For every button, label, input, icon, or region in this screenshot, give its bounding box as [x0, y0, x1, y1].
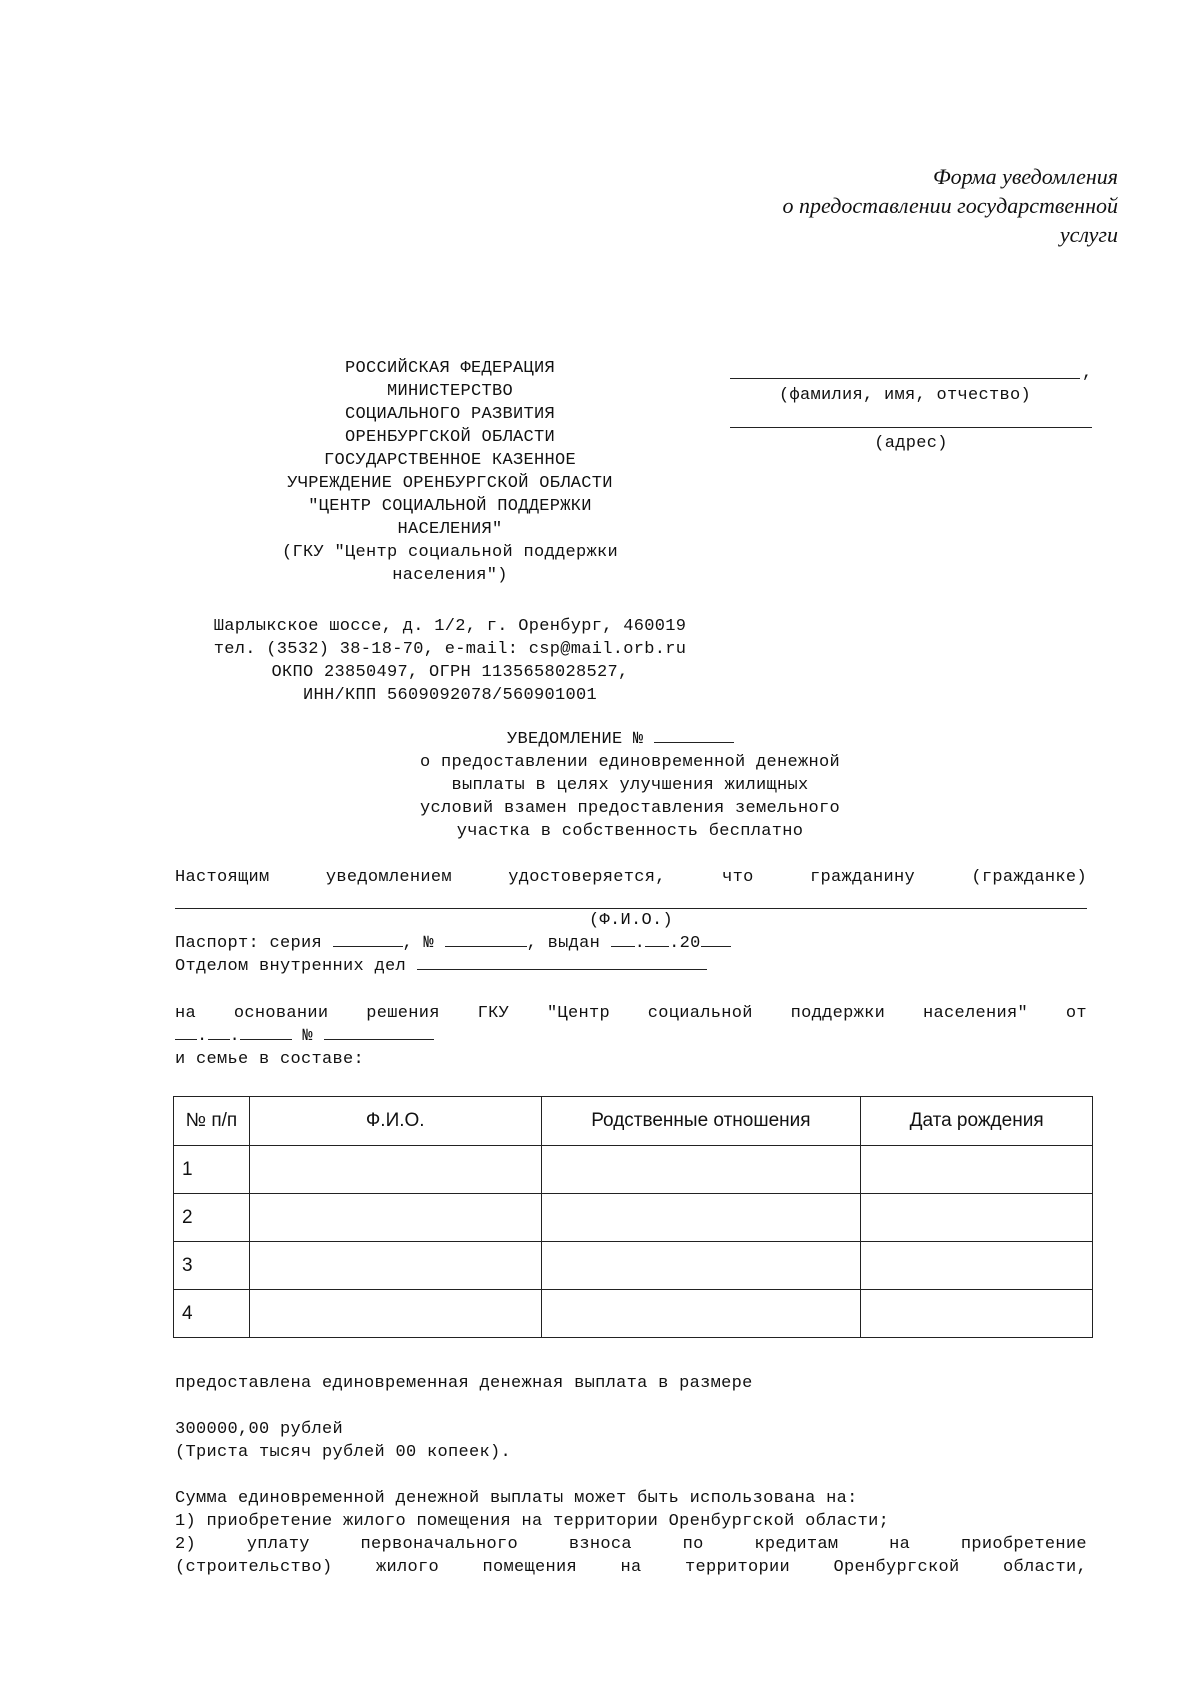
org-line: РОССИЙСКАЯ ФЕДЕРАЦИЯ [344, 359, 556, 378]
basis-word: поддержки [790, 1004, 886, 1023]
basis-date-line [175, 1025, 434, 1048]
usage-word: первоначального [360, 1535, 519, 1554]
form-title-line: услуги [1059, 222, 1118, 247]
notice-subtitle-line: о предоставлении единовременной денежной [419, 753, 841, 772]
cell-birthdate[interactable] [861, 1290, 1093, 1338]
contacts-line: ОКПО 23850497, ОГРН 1135658028527, [271, 663, 629, 682]
basis-word: на [175, 1004, 197, 1023]
dept-field[interactable] [417, 955, 707, 970]
citizen-fio-caption: (Ф.И.О.) [588, 911, 673, 930]
date-year-prefix: .20 [669, 934, 701, 953]
col-header-relation: Родственные отношения [541, 1097, 861, 1146]
basis-word: от [1065, 1004, 1087, 1023]
usage-item-1: 1) приобретение жилого помещения на территории Оренбургской области; [175, 1512, 890, 1531]
certify-word: гражданину [810, 868, 916, 887]
passport-month-field[interactable] [645, 932, 669, 947]
passport-issued-label: , выдан [526, 934, 601, 953]
notice-number-field[interactable] [654, 728, 734, 743]
table-row [174, 1290, 1093, 1338]
usage-item-2-line-1 [175, 1533, 1087, 1556]
payment-line: предоставлена единовременная денежная выплата в размере [175, 1374, 753, 1393]
cell-birthdate[interactable] [861, 1146, 1093, 1194]
notice-number [507, 728, 734, 751]
passport-number-label: , № [402, 934, 435, 953]
usage-word: приобретение [960, 1535, 1087, 1554]
org-line: (ГКУ "Центр социальной поддержки [281, 543, 619, 562]
contacts-line: ИНН/КПП 5609092078/560901001 [302, 686, 598, 705]
basis-day-field[interactable] [175, 1025, 197, 1040]
col-header-fio: Ф.И.О. [249, 1097, 541, 1146]
contacts-line: тел. (3532) 38-18-70, e-mail: csp@mail.orb.ru [213, 640, 687, 659]
row-number: 1 [174, 1146, 250, 1194]
row-number: 2 [174, 1194, 250, 1242]
cell-fio[interactable] [249, 1146, 541, 1194]
usage-word: помещения [482, 1558, 577, 1577]
payment-amount: 300000,00 рублей [175, 1420, 344, 1439]
usage-intro: Сумма единовременной денежной выплаты может быть использована на: [175, 1489, 858, 1508]
family-table [173, 1096, 1093, 1338]
table-row [174, 1146, 1093, 1194]
certify-word: уведомлением [325, 868, 452, 887]
basis-word: социальной [647, 1004, 753, 1023]
form-title [598, 162, 1118, 249]
date-dot: . [634, 934, 646, 953]
usage-word: (строительство) [175, 1558, 333, 1577]
org-line: МИНИСТЕРСТВО [386, 382, 514, 401]
recipient-address-caption: (адрес) [874, 434, 948, 453]
notice-subtitle [330, 751, 930, 843]
usage-word: на [889, 1535, 911, 1554]
cell-fio[interactable] [249, 1242, 541, 1290]
recipient-fio-line[interactable] [730, 378, 1080, 379]
passport-year-field[interactable] [701, 932, 731, 947]
form-title-line: Форма уведомления [932, 164, 1118, 189]
org-line: "ЦЕНТР СОЦИАЛЬНОЙ ПОДДЕРЖКИ [308, 497, 592, 516]
basis-word: "Центр [546, 1004, 610, 1023]
certify-word: что [722, 868, 754, 887]
basis-number-label: № [302, 1027, 314, 1046]
basis-word: населения" [923, 1004, 1029, 1023]
org-line: ОРЕНБУРГСКОЙ ОБЛАСТИ [344, 428, 556, 447]
basis-word: решения [366, 1004, 440, 1023]
usage-word: уплату [246, 1535, 310, 1554]
usage-word: территории [684, 1558, 790, 1577]
date-dot: . [197, 1027, 208, 1046]
certify-word: Настоящим [175, 868, 270, 887]
cell-relation[interactable] [541, 1290, 861, 1338]
recipient-comma: , [1082, 364, 1093, 383]
row-number: 3 [174, 1242, 250, 1290]
basis-number-field[interactable] [324, 1025, 434, 1040]
usage-word: 2) [175, 1535, 197, 1554]
passport-day-field[interactable] [611, 932, 635, 947]
cell-relation[interactable] [541, 1194, 861, 1242]
org-line: населения") [392, 566, 508, 585]
cell-relation[interactable] [541, 1242, 861, 1290]
row-number: 4 [174, 1290, 250, 1338]
cell-relation[interactable] [541, 1146, 861, 1194]
recipient-fio-caption: (фамилия, имя, отчество) [778, 386, 1032, 405]
org-line: ГОСУДАРСТВЕННОЕ КАЗЕННОЕ [323, 451, 577, 470]
org-line: УЧРЕЖДЕНИЕ ОРЕНБУРГСКОЙ ОБЛАСТИ [287, 474, 613, 493]
family-label: и семье в составе: [175, 1050, 365, 1069]
passport-series-label: Паспорт: серия [175, 934, 323, 953]
dept-line [175, 955, 707, 978]
notice-subtitle-line: выплаты в целях улучшения жилищных [451, 776, 809, 795]
basis-word: основании [233, 1004, 329, 1023]
cell-birthdate[interactable] [861, 1194, 1093, 1242]
passport-number-field[interactable] [445, 932, 527, 947]
usage-word: взноса [568, 1535, 632, 1554]
passport-line [175, 932, 731, 955]
basis-word: ГКУ [477, 1004, 510, 1023]
usage-word: кредитам [754, 1535, 839, 1554]
usage-word: области, [1002, 1558, 1087, 1577]
org-line: НАСЕЛЕНИЯ" [397, 520, 503, 539]
col-header-number: № п/п [174, 1097, 250, 1146]
cell-fio[interactable] [249, 1194, 541, 1242]
usage-word: по [682, 1535, 704, 1554]
notice-subtitle-line: условий взамен предоставления земельного [419, 799, 841, 818]
usage-word: на [620, 1558, 642, 1577]
form-title-line: о предоставлении государственной [782, 193, 1118, 218]
table-row [174, 1194, 1093, 1242]
org-line: СОЦИАЛЬНОГО РАЗВИТИЯ [344, 405, 556, 424]
usage-item-2-line-2 [175, 1556, 1087, 1579]
basis-year-field[interactable] [240, 1025, 292, 1040]
recipient-address-line[interactable] [730, 427, 1092, 428]
contacts-line: Шарлыкское шоссе, д. 1/2, г. Оренбург, 460019 [213, 617, 687, 636]
payment-amount-words: (Триста тысяч рублей 00 копеек). [175, 1443, 512, 1462]
cell-fio[interactable] [249, 1290, 541, 1338]
passport-series-field[interactable] [333, 932, 403, 947]
certify-word: удостоверяется, [508, 868, 666, 887]
contacts-block [170, 615, 730, 707]
basis-line [175, 1002, 1087, 1025]
notice-subtitle-line: участка в собственность бесплатно [456, 822, 804, 841]
usage-word: Оренбургской [833, 1558, 960, 1577]
table-header-row [174, 1097, 1093, 1146]
notice-number-label: УВЕДОМЛЕНИЕ № [507, 730, 644, 749]
col-header-birthdate: Дата рождения [861, 1097, 1093, 1146]
certify-word: (гражданке) [971, 868, 1087, 887]
usage-word: жилого [376, 1558, 440, 1577]
certify-line [175, 866, 1087, 889]
basis-month-field[interactable] [208, 1025, 230, 1040]
cell-birthdate[interactable] [861, 1242, 1093, 1290]
table-row [174, 1242, 1093, 1290]
dept-label: Отделом внутренних дел [175, 957, 407, 976]
org-block [180, 357, 720, 587]
date-dot: . [229, 1027, 241, 1046]
